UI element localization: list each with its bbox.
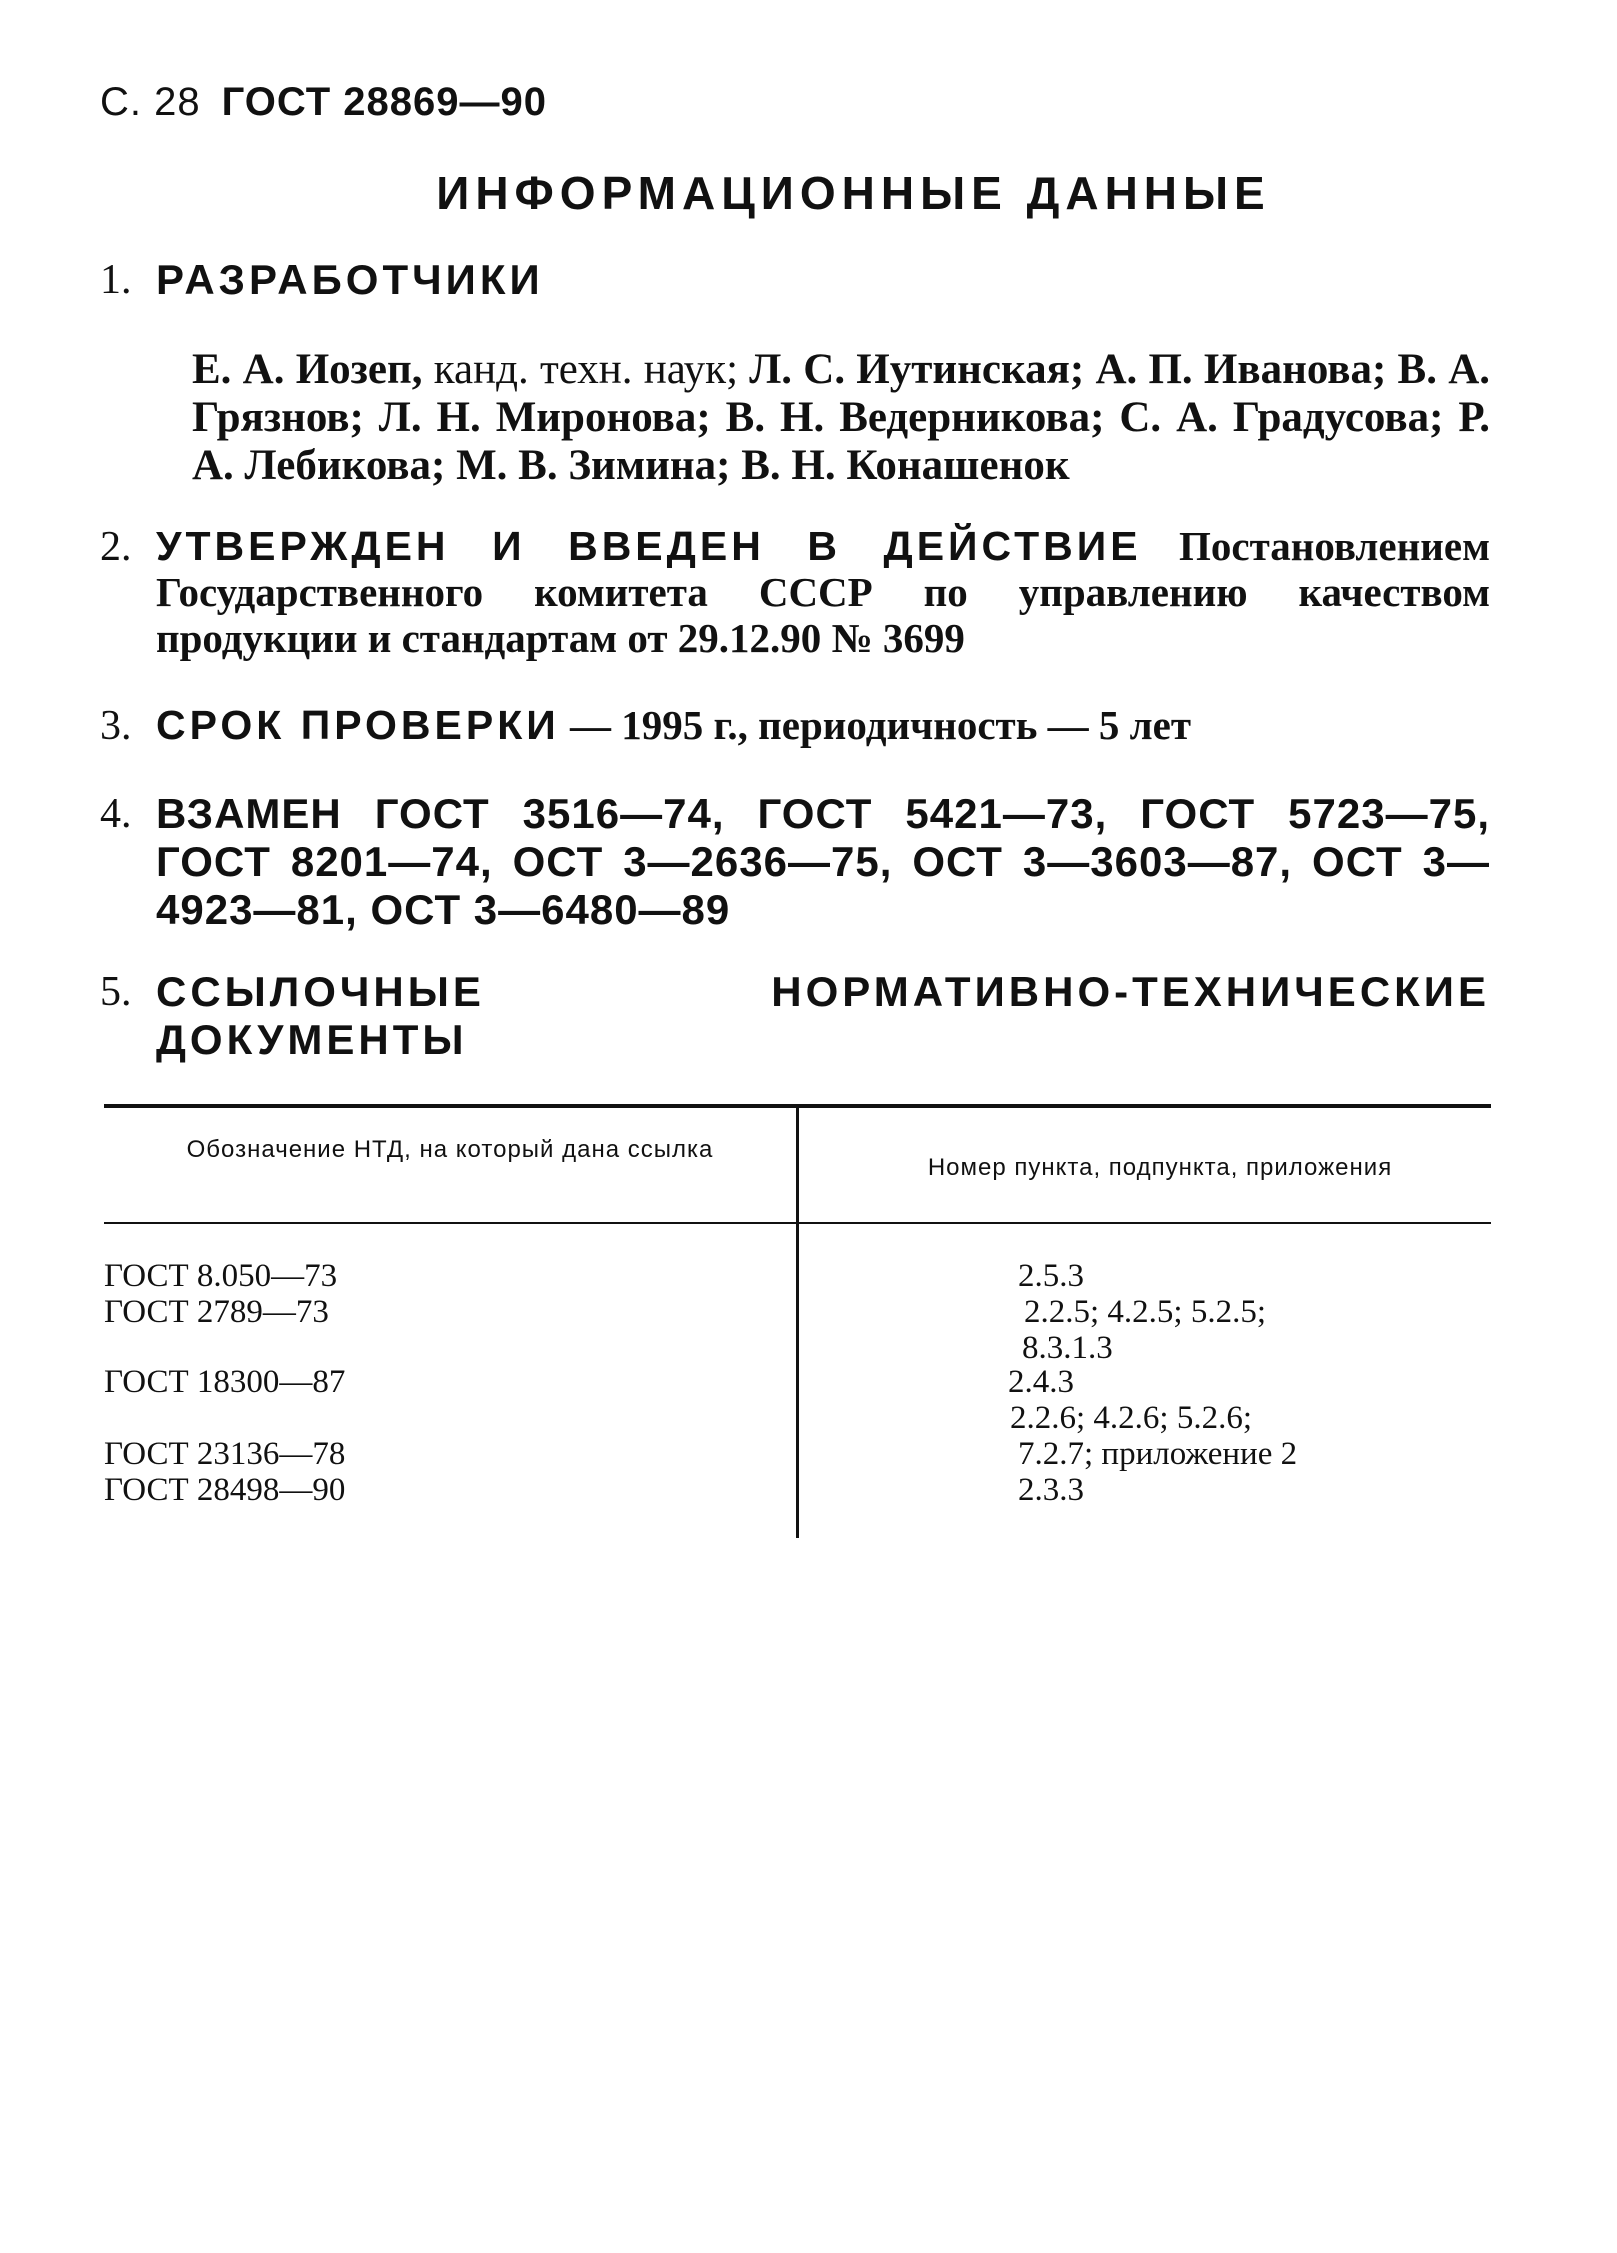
table-cell-clause: 2.3.3 bbox=[1018, 1472, 1084, 1508]
authors-rest: Л. С. Иутинская; А. П. Иванова; В. А. Грязнов; Л. Н. Миронова; В. Н. Ведерникова; С. А. Градусова; Р. А. Лебикова; М. В. Зимина; В. Н. Конашенок bbox=[192, 346, 1491, 489]
standard-code: ГОСТ 28869—90 bbox=[221, 80, 548, 124]
section-text bbox=[156, 702, 1490, 748]
section-body: Постановлением Государственного комитета СССР по управлению качеством продукции и стандартам от 29.12.90 № 3699 bbox=[156, 523, 1491, 661]
table-cell-clause: 2.2.5; 4.2.5; 5.2.5; bbox=[1024, 1294, 1267, 1330]
section-heading: УТВЕРЖДЕН И ВВЕДЕН В ДЕЙСТВИЕ bbox=[156, 523, 1142, 569]
section-text bbox=[156, 523, 1490, 661]
table-cell-clause: 2.4.3 bbox=[1008, 1364, 1074, 1400]
table-cell-designation: ГОСТ 8.050—73 bbox=[104, 1258, 338, 1294]
section-heading: ССЫЛОЧНЫЕ НОРМАТИВНО-ТЕХНИЧЕСКИЕ ДОКУМЕНТЫ bbox=[156, 968, 1490, 1063]
table-cell-designation: ГОСТ 28498—90 bbox=[104, 1472, 346, 1508]
document-title: ИНФОРМАЦИОННЫЕ ДАННЫЕ bbox=[436, 167, 1271, 219]
table-cell-clause: 8.3.1.3 bbox=[1022, 1330, 1113, 1366]
section-body: — 1995 г., периодичность — 5 лет bbox=[569, 702, 1191, 748]
authors-text bbox=[192, 346, 1490, 490]
section-heading: РАЗРАБОТЧИКИ bbox=[156, 256, 544, 303]
table-cell-designation: ГОСТ 23136—78 bbox=[104, 1436, 346, 1472]
section-number: 1. bbox=[100, 257, 132, 303]
author-first: Е. А. Иозеп, bbox=[192, 346, 423, 393]
author-degree: канд. техн. наук; bbox=[433, 346, 739, 393]
table-cell-clause: 2.2.6; 4.2.6; 5.2.6; bbox=[1010, 1400, 1253, 1436]
table-cell-clause: 2.5.3 bbox=[1018, 1258, 1084, 1294]
developers-list bbox=[100, 346, 1490, 490]
page-number: С. 28 bbox=[100, 80, 201, 124]
table-cell-designation: ГОСТ 18300—87 bbox=[104, 1364, 346, 1400]
section-number: 3. bbox=[100, 703, 132, 749]
table-header-clause: Номер пункта, подпункта, приложения bbox=[927, 1154, 1393, 1181]
section-approved bbox=[100, 523, 1490, 661]
section-number: 5. bbox=[100, 969, 132, 1015]
section-number: 4. bbox=[100, 791, 132, 837]
section-heading: ВЗАМЕН ГОСТ 3516—74, ГОСТ 5421—73, ГОСТ 5723—75, ГОСТ 8201—74, ОСТ 3—2636—75, ОСТ 3—3603—87, ОСТ 3—4923—81, ОСТ 3—6480—89 bbox=[156, 790, 1490, 933]
section-references bbox=[100, 968, 1490, 1064]
table-header-designation: Обозначение НТД, на который дана ссылка bbox=[186, 1136, 714, 1163]
section-number: 2. bbox=[100, 524, 132, 570]
section-replaces bbox=[100, 790, 1490, 934]
section-review-period bbox=[100, 702, 1490, 748]
table-column-divider bbox=[796, 1108, 799, 1538]
table-cell-designation: ГОСТ 2789—73 bbox=[104, 1294, 329, 1330]
page-header bbox=[100, 78, 547, 125]
table-cell-clause: 7.2.7; приложение 2 bbox=[1018, 1436, 1298, 1472]
section-developers bbox=[100, 256, 1490, 304]
section-heading: СРОК ПРОВЕРКИ bbox=[156, 702, 560, 748]
